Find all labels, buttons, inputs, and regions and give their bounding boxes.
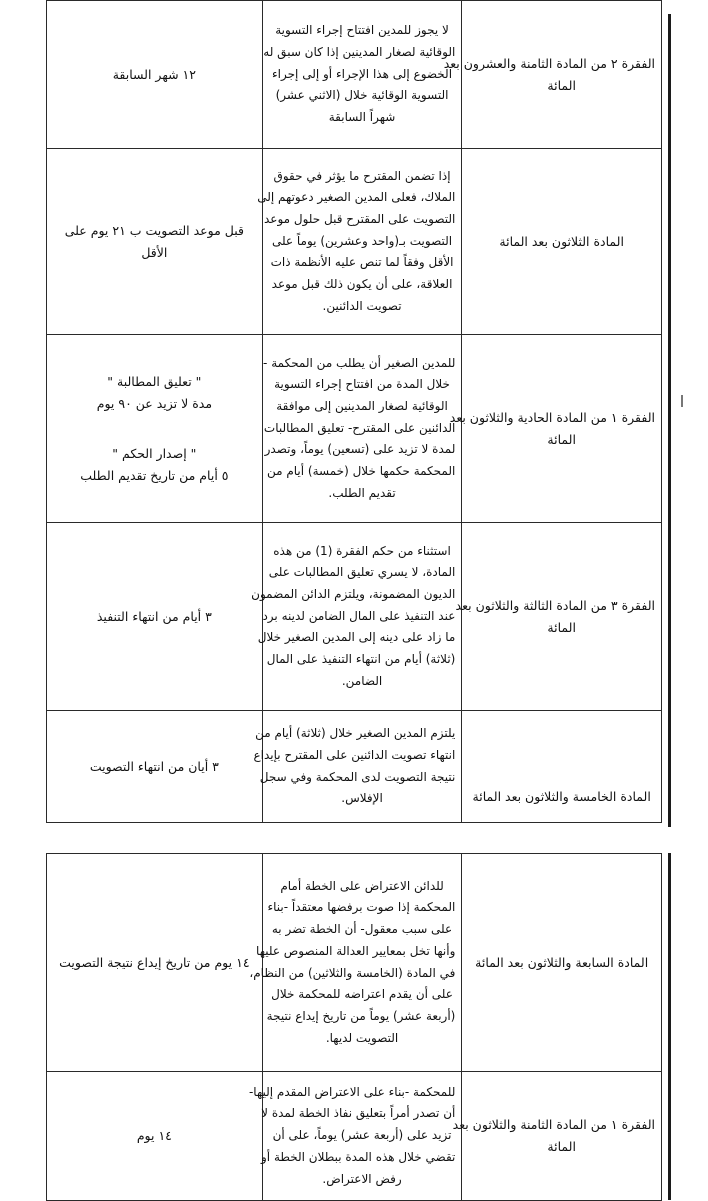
duration-line: قبل موعد التصويت ب ٢١ يوم على [64,222,244,238]
description-line: يلتزم المدين الصغير خلال (ثلاثة) أيام من [255,726,456,741]
page-gap [0,828,708,853]
duration-line: ٥ أيام من تاريخ تقديم الطلب [80,467,229,483]
reference-line: الفقرة ١ من المادة الثامنة والثلاثون بعد [452,1117,655,1132]
page-edge-bar [668,853,671,1200]
description-line: المحكمة حكمها خلال (خمسة) أيام من [266,464,456,479]
table-row [47,523,662,711]
description-line: للمحكمة -بناء على الاعتراض المقدم إليها- [248,1084,456,1099]
duration-cell [47,711,263,823]
article-reference-cell [462,854,662,1072]
description-line: تزيد على (أربعة عشر) يوماً، على أن [272,1128,452,1143]
description-line: الإفلاس. [341,791,383,806]
description-line: التصويت بـ(واحد وعشرين) يوماً على [271,233,453,248]
description-line: نتيجة التصويت لدى المحكمة وفي سجل [259,769,456,784]
article-reference-cell [462,149,662,335]
provision-text-cell [262,1,462,149]
duration-line: ١٤ يوم من تاريخ إيداع نتيجة التصويت [59,954,250,970]
description-line: تقديم الطلب. [328,485,396,500]
reference-line: الفقرة ٢ من المادة الثامنة والعشرون بعد [443,55,655,71]
duration-cell [47,335,263,523]
duration-line: " تعليق المطالبة " [107,373,202,389]
table-row [47,149,662,335]
page-edge-bar [668,14,671,827]
reference-line: المائة [547,77,576,93]
description-line: الأقل وفقاً لما تنص عليه الأنظمة ذات [270,255,454,270]
duration-cell [47,149,263,335]
table-row [47,1072,662,1201]
article-reference-cell [452,1072,662,1201]
scroll-mark [681,395,683,407]
duration-line: ٣ أيان من انتهاء التصويت [89,758,219,774]
description-line: المحكمة إذا صوت برفضها معتقداً -بناء [267,900,456,915]
reference-line: المائة [547,431,576,447]
provision-text-cell [257,149,462,335]
article-reference-cell [455,523,662,711]
document-page-1 [46,0,662,823]
description-line: تقضي خلال هذه المدة ببطلان الخطة أو [261,1149,456,1164]
description-line: للمدين الصغير أن يطلب من المحكمة - [263,355,456,370]
description-line: التصويت على المقترح قبل حلول موعد [263,211,456,226]
duration-line: ٣ أيام من انتهاء التنفيذ [96,608,212,624]
article-reference-cell [462,711,662,823]
description-line: العلاقة، على أن يكون ذلك قبل موعد [271,277,453,292]
description-line: الدائنين على المقترح- تعليق المطالبات [263,420,456,435]
description-line: تصويت الدائنين. [322,298,402,313]
duration-line: ١٤ يوم [136,1128,172,1143]
description-line: الديون المضمونة، ويلتزم الدائن المضمون [251,586,456,601]
description-line: إذا تضمن المقترح ما يؤثر في حقوق [273,168,451,183]
article-reference-cell [443,1,662,149]
description-line: على سبب معقول- أن الخطة تضر به [271,922,453,937]
description-line: على أن يقدم اعتراضه للمحكمة خلال [271,987,453,1002]
description-line: التصويت لديها. [325,1030,399,1045]
reference-line: المائة [547,619,576,635]
reference-line: الفقرة ١ من المادة الحادية والثلاثون بعد [449,409,655,425]
description-line: (أربعة عشر) يوماً من تاريخ إيداع نتيجة [266,1008,456,1023]
description-line: الوقائية لصغار المدينين إلى موافقة [276,398,448,413]
description-line: رفض الاعتراض. [322,1171,402,1186]
reference-line: المادة الثلاثون بعد المائة [499,233,624,249]
table-row [47,1,662,149]
provision-text-cell [251,523,462,711]
description-line: عند التنفيذ على المال الضامن لدينه برد [262,608,456,623]
description-line: لا يجوز للمدين افتتاح إجراء التسوية [275,23,449,38]
document-page-2 [46,853,662,1201]
table-row [47,335,662,523]
description-line: التسوية الوقائية خلال (الاثني عشر) [275,88,449,103]
duration-cell [47,523,263,711]
description-line: لمدة لا تزيد على (تسعين) يوماً، وتصدر [264,442,456,457]
duration-cell [47,854,263,1072]
article-reference-cell [449,335,662,523]
duration-line: " إصدار الحكم " [112,445,197,461]
description-line: ما زاد على دينه إلى المدين الصغير خلال [257,630,456,645]
duration-line: ١٢ شهر السابقة [112,66,196,82]
table-row [47,711,662,823]
description-line: (ثلاثة) أيام من انتهاء التنفيذ على المال [266,652,456,667]
reference-line: المائة [547,1139,576,1154]
deadlines-table-continued [46,853,662,1201]
provision-text-cell [262,335,462,523]
duration-line: الأقل [141,244,168,260]
description-line: الملاك، فعلى المدين الصغير دعوتهم إلى [257,190,456,205]
reference-line: الفقرة ٣ من المادة الثالثة والثلاثون بعد [455,597,655,613]
duration-cell [47,1072,263,1201]
description-line: للدائن الاعتراض على الخطة أمام [280,878,444,893]
description-line: استثناء من حكم الفقرة (1) من هذه [273,543,451,558]
duration-line: مدة لا تزيد عن ٩٠ يوم [96,395,213,411]
description-line: المادة، لا يسري تعليق المطالبات على [268,565,456,580]
description-line: الضامن. [341,673,383,688]
reference-line: المادة السابعة والثلاثون بعد المائة [475,954,649,970]
description-line: وأنها تخل بمعايير العدالة المنصوص عليها [256,943,456,958]
description-line: الوقائية لصغار المدينين إذا كان سبق له [263,44,456,59]
provision-text-cell [248,1072,462,1201]
description-line: شهراً السابقة [328,110,396,125]
description-line: الخضوع إلى هذا الإجراء أو إلى إجراء [272,66,453,81]
description-line: في المادة (الخامسة والثلاثين) من النظام، [249,965,456,980]
provision-text-cell [253,711,462,823]
description-line: خلال المدة من افتتاح إجراء التسوية [274,377,450,392]
deadlines-table [46,0,662,823]
description-line: أن تصدر أمراً بتعليق نفاذ الخطة لمدة لا [261,1106,456,1121]
reference-line: المادة الخامسة والثلاثون بعد المائة [472,789,651,804]
description-line: انتهاء تصويت الدائنين على المقترح بإيداع [253,747,456,762]
table-row [47,854,662,1072]
duration-cell [47,1,263,149]
provision-text-cell [249,854,462,1072]
